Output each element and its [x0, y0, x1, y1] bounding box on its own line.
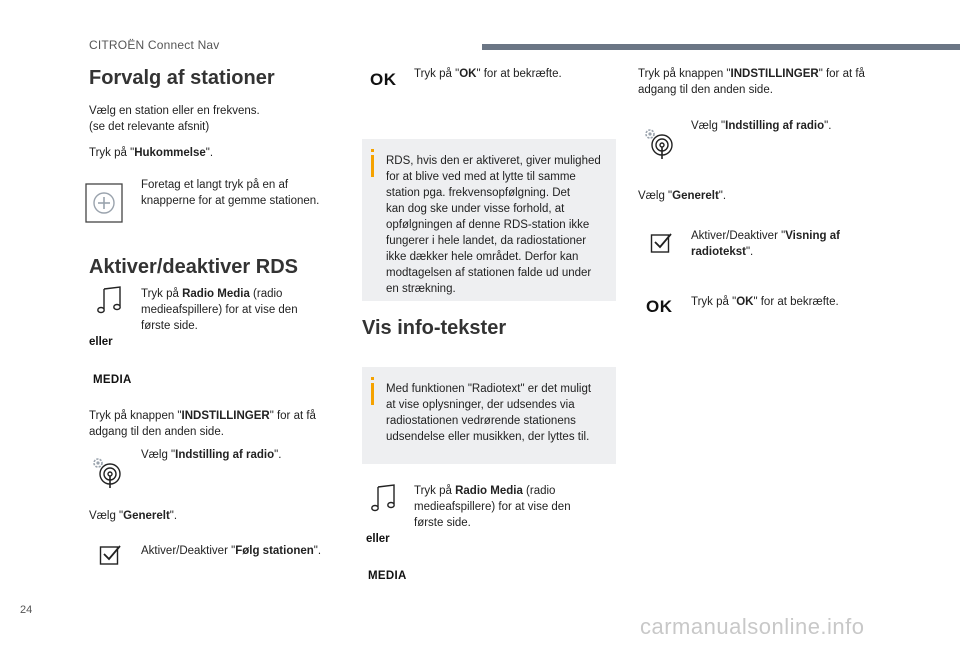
or-label: eller	[366, 533, 390, 545]
text-line: Vælg en station eller en frekvens.	[89, 105, 260, 117]
text-line: første side.	[414, 517, 471, 529]
text-line: medieafspillere) for at vise den	[141, 304, 298, 316]
general-label: Generelt	[672, 190, 719, 202]
heading-preset-stations: Forvalg af stationer	[89, 67, 275, 89]
checkbox-icon	[650, 232, 674, 254]
paragraph-press-ok: Tryk på "OK" for at bekræfte.	[691, 296, 839, 308]
media-button-label: MEDIA	[368, 570, 407, 582]
text-line: adgang til den anden side.	[89, 426, 224, 438]
text-line: (se det relevante afsnit)	[89, 121, 210, 133]
ok-button-label: OK	[646, 297, 673, 316]
text-line: første side.	[141, 320, 198, 332]
paragraph-select-radio-settings: Vælg "Indstilling af radio".	[691, 120, 832, 132]
paragraph-settings: Tryk på knappen "INDSTILLINGER" for at få adgang til den anden side.	[89, 410, 316, 438]
ok-button-label: OK	[370, 70, 397, 89]
radiotext-label: radiotekst	[691, 246, 746, 258]
info-icon	[371, 149, 374, 179]
paragraph-settings: Tryk på knappen "INDSTILLINGER" for at få adgang til den anden side.	[638, 68, 865, 96]
ok-label: OK	[459, 68, 477, 80]
radio-media-label: Radio Media	[455, 485, 523, 497]
radio-settings-label: Indstilling af radio	[175, 449, 275, 461]
paragraph-radiotext-toggle: Aktiver/Deaktiver "Visning af radiotekst".	[691, 230, 840, 258]
radiotext-label: Visning af	[785, 230, 840, 242]
or-label: eller	[89, 336, 113, 348]
info-box-rds	[362, 139, 616, 301]
heading-rds: Aktiver/deaktiver RDS	[89, 256, 298, 278]
paragraph-radio-media: Tryk på Radio Media (radio medieafspillere) for at vise den første side.	[414, 485, 571, 529]
paragraph-select-radio-settings: Vælg "Indstilling af radio".	[141, 449, 282, 461]
text-line: Foretag et langt tryk på en af	[141, 179, 289, 191]
radio-settings-label: Indstilling af radio	[725, 120, 825, 132]
text-line: knapperne for at gemme stationen.	[141, 195, 320, 207]
paragraph-select-station	[89, 103, 260, 135]
radio-settings-icon	[88, 452, 128, 492]
header-bar	[482, 44, 960, 50]
ok-label: OK	[736, 296, 754, 308]
radio-settings-icon	[640, 123, 680, 163]
settings-label: INDSTILLINGER	[181, 410, 270, 422]
general-label: Generelt	[123, 510, 170, 522]
text-line: adgang til den anden side.	[638, 84, 773, 96]
radio-media-label: Radio Media	[182, 288, 250, 300]
paragraph-select-general: Vælg "Generelt".	[638, 190, 727, 202]
info-icon	[371, 377, 374, 407]
heading-info-texts: Vis info-tekster	[362, 317, 507, 339]
memory-label: Hukommelse	[134, 147, 206, 159]
paragraph-select-general: Vælg "Generelt".	[89, 510, 178, 522]
add-preset-icon	[85, 183, 123, 223]
music-note-icon	[370, 483, 400, 513]
paragraph-long-press	[141, 177, 319, 209]
paragraph-follow-station: Aktiver/Deaktiver "Følg stationen".	[141, 545, 322, 557]
text-line: medieafspillere) for at vise den	[414, 501, 571, 513]
page-number: 24	[20, 604, 33, 616]
watermark: carmanualsonline.info	[640, 614, 865, 639]
manual-header-title: CITROËN Connect Nav	[89, 38, 220, 52]
checkbox-icon	[99, 544, 123, 566]
media-button-label: MEDIA	[93, 374, 132, 386]
paragraph-press-ok: Tryk på "OK" for at bekræfte.	[414, 68, 562, 80]
music-note-icon	[96, 285, 126, 315]
info-text: Med funktionen "Radiotext" er det muligt at vise oplysninger, der udsendes via radiostationen vedrørende stationens udsendelse eller musikken, der lyttes til.	[386, 383, 592, 443]
info-box-radiotext	[362, 367, 616, 464]
settings-label: INDSTILLINGER	[730, 68, 819, 80]
paragraph-press-memory: Tryk på "Hukommelse".	[89, 147, 214, 159]
paragraph-radio-media: Tryk på Radio Media (radio medieafspillere) for at vise den første side.	[141, 288, 298, 332]
info-text: RDS, hvis den er aktiveret, giver mulighed for at blive ved med at lytte til samme station pga. frekvensopfølgning. Det kan dog ske under visse forhold, at opfølgningen af denne RDS-station ikke fungerer i hele landet, da radiostationer ikke dækker hele området. Derfor kan modtagelsen af stationen falde ud under en strækning.	[386, 155, 601, 295]
follow-station-label: Følg stationen	[235, 545, 314, 557]
